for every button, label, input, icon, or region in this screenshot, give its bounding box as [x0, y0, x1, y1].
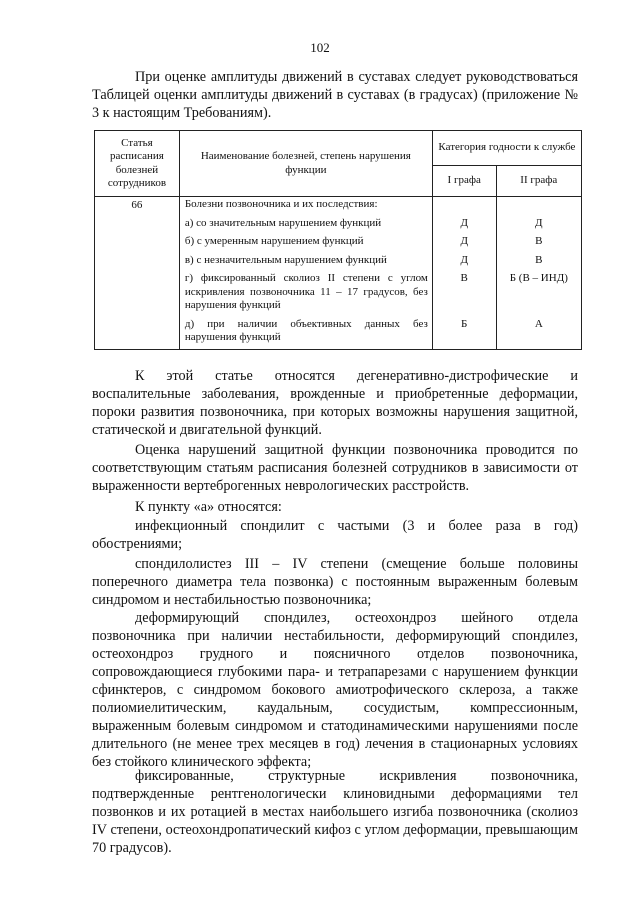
body-paragraph: спондилолистез III – IV степени (смещение больше половины поперечного диаметра тела позвонка) с постоянным выраженным болевым синдромом и нестабильностью позвоночника; — [92, 556, 578, 608]
table-row-text: б) с умеренным нарушением функций — [179, 232, 432, 251]
group-title-c1 — [432, 197, 496, 214]
intro-paragraph: При оценке амплитуды движений в суставах следует руководствоваться Таблицей оценки амплитуды движений в суставах (в градусах) (приложение № 3 к настоящим Требованиям). — [92, 69, 578, 121]
page-number: 102 — [310, 40, 330, 55]
table-row-c1: Д — [432, 251, 496, 270]
body-paragraph: К пункту «а» относятся: — [135, 499, 282, 515]
table-row-c2: Д — [496, 214, 581, 233]
table-row-c2: А — [496, 315, 581, 350]
header-category: Категория годности к службе — [432, 131, 581, 166]
table-row-c2: В — [496, 232, 581, 251]
group-title-c2 — [496, 197, 581, 214]
header-disease: Наименование болезней, степень нарушения функции — [179, 131, 432, 197]
body-paragraph: инфекционный спондилит с частыми (3 и более раза в год) обострениями; — [92, 518, 578, 552]
table-row-c2: Б (В – ИНД) — [496, 269, 581, 315]
group-title: Болезни позвоночника и их последствия: — [179, 197, 432, 214]
table-row-text: д) при наличии объективных данных без нарушения функций — [179, 315, 432, 350]
table-row-text: а) со значительным нарушением функций — [179, 214, 432, 233]
table-row-c1: В — [432, 269, 496, 315]
table-row-c1: Д — [432, 232, 496, 251]
body-paragraph: фиксированные, структурные искривления позвоночника, подтвержденные рентгенологически клиновидными деформациями тел позвонков и их ротацией в местах наибольшего изгиба позвоночника (сколиоз IV степени, остеохондропатический кифоз с углом деформации, превышающим 70 градусов). — [92, 768, 578, 856]
header-column-1: I графа — [432, 166, 496, 197]
table-row-text: г) фиксированный сколиоз II степени с углом искривления позвоночника 11 – 17 градусов, без нарушения функций — [179, 269, 432, 315]
fitness-category-table — [94, 130, 582, 350]
body-paragraph: К этой статье относятся дегенеративно-дистрофические и воспалительные заболевания, врожденные и приобретенные деформации, пороки развития позвоночника, при которых возможны нарушения защитной, статической и двигательной функций. — [92, 368, 578, 438]
table-row-c2: В — [496, 251, 581, 270]
table-row-text: в) с незначительным нарушением функций — [179, 251, 432, 270]
header-article: Статья расписания болезней сотрудников — [95, 131, 180, 197]
body-paragraph: деформирующий спондилез, остеохондроз шейного отдела позвоночника при наличии нестабильности, деформирующий спондилез, остеохондроз грудного и поясничного отделов позвоночника, сопровождающиеся глубокими пара- и тетрапарезами с нарушением функции сфинктеров, с синдромом бокового амиотрофического склероза, а также полиомиелитическим, каудальным, сосудистым, компрессионным, выраженным болевым синдромом и статодинамическими нарушениями после длительного (не менее трех месяцев в год) лечения в стационарных условиях без стойкого клинического эффекта; — [92, 610, 578, 770]
table-row-c1: Б — [432, 315, 496, 350]
body-paragraph: Оценка нарушений защитной функции позвоночника проводится по соответствующим статьям расписания болезней сотрудников в зависимости от выраженности вертеброгенных неврологических расстройств. — [92, 442, 578, 494]
table-row-c1: Д — [432, 214, 496, 233]
article-number: 66 — [95, 197, 180, 350]
header-column-2: II графа — [496, 166, 581, 197]
